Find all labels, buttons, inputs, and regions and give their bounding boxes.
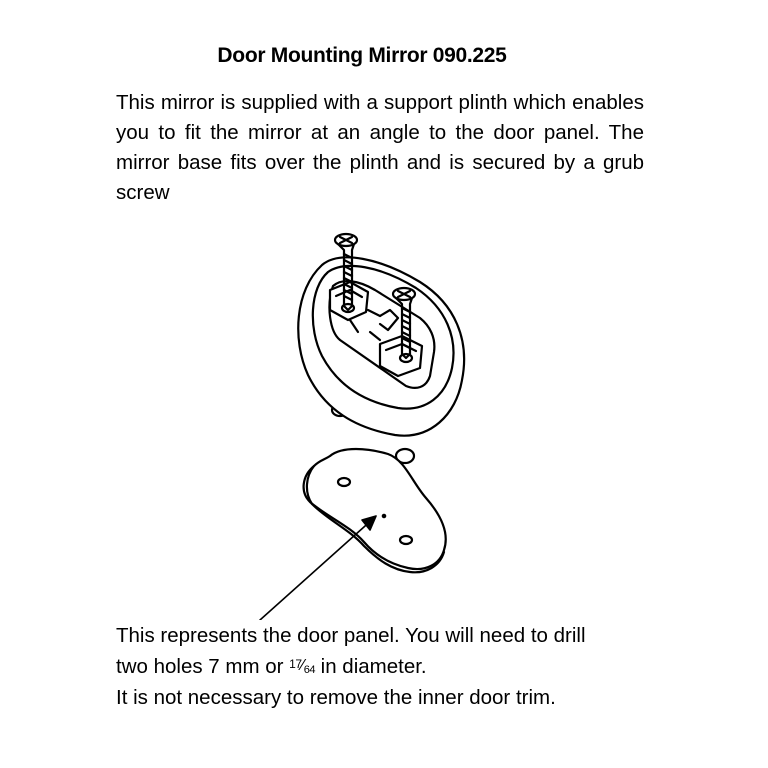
- fraction-slash: ⁄: [301, 657, 304, 674]
- note-line-1: This represents the door panel. You will need to drill: [116, 624, 586, 647]
- hole-diameter-fraction: [289, 657, 315, 676]
- mounting-diagram: [230, 220, 530, 620]
- note-line-2: [116, 650, 676, 684]
- door-panel: [304, 449, 446, 572]
- intro-paragraph: This mirror is supplied with a support plinth which enables you to fit the mirror at an angle to the door panel. The mirror base fits over the plinth and is secured by a grub screw: [116, 91, 644, 204]
- fraction-denominator: 64: [303, 664, 315, 676]
- page-title: Door Mounting Mirror 090.225: [217, 44, 507, 67]
- fraction-numerator: 17: [289, 657, 302, 671]
- note-line-2-suffix: in diameter.: [314, 655, 427, 678]
- note-line-3: It is not necessary to remove the inner door trim.: [116, 686, 556, 709]
- pointer-arrow: [260, 516, 376, 620]
- door-panel-note: [116, 622, 676, 712]
- note-line-2-prefix: two holes 7 mm or: [116, 655, 290, 678]
- mounting-plinth: [298, 257, 464, 463]
